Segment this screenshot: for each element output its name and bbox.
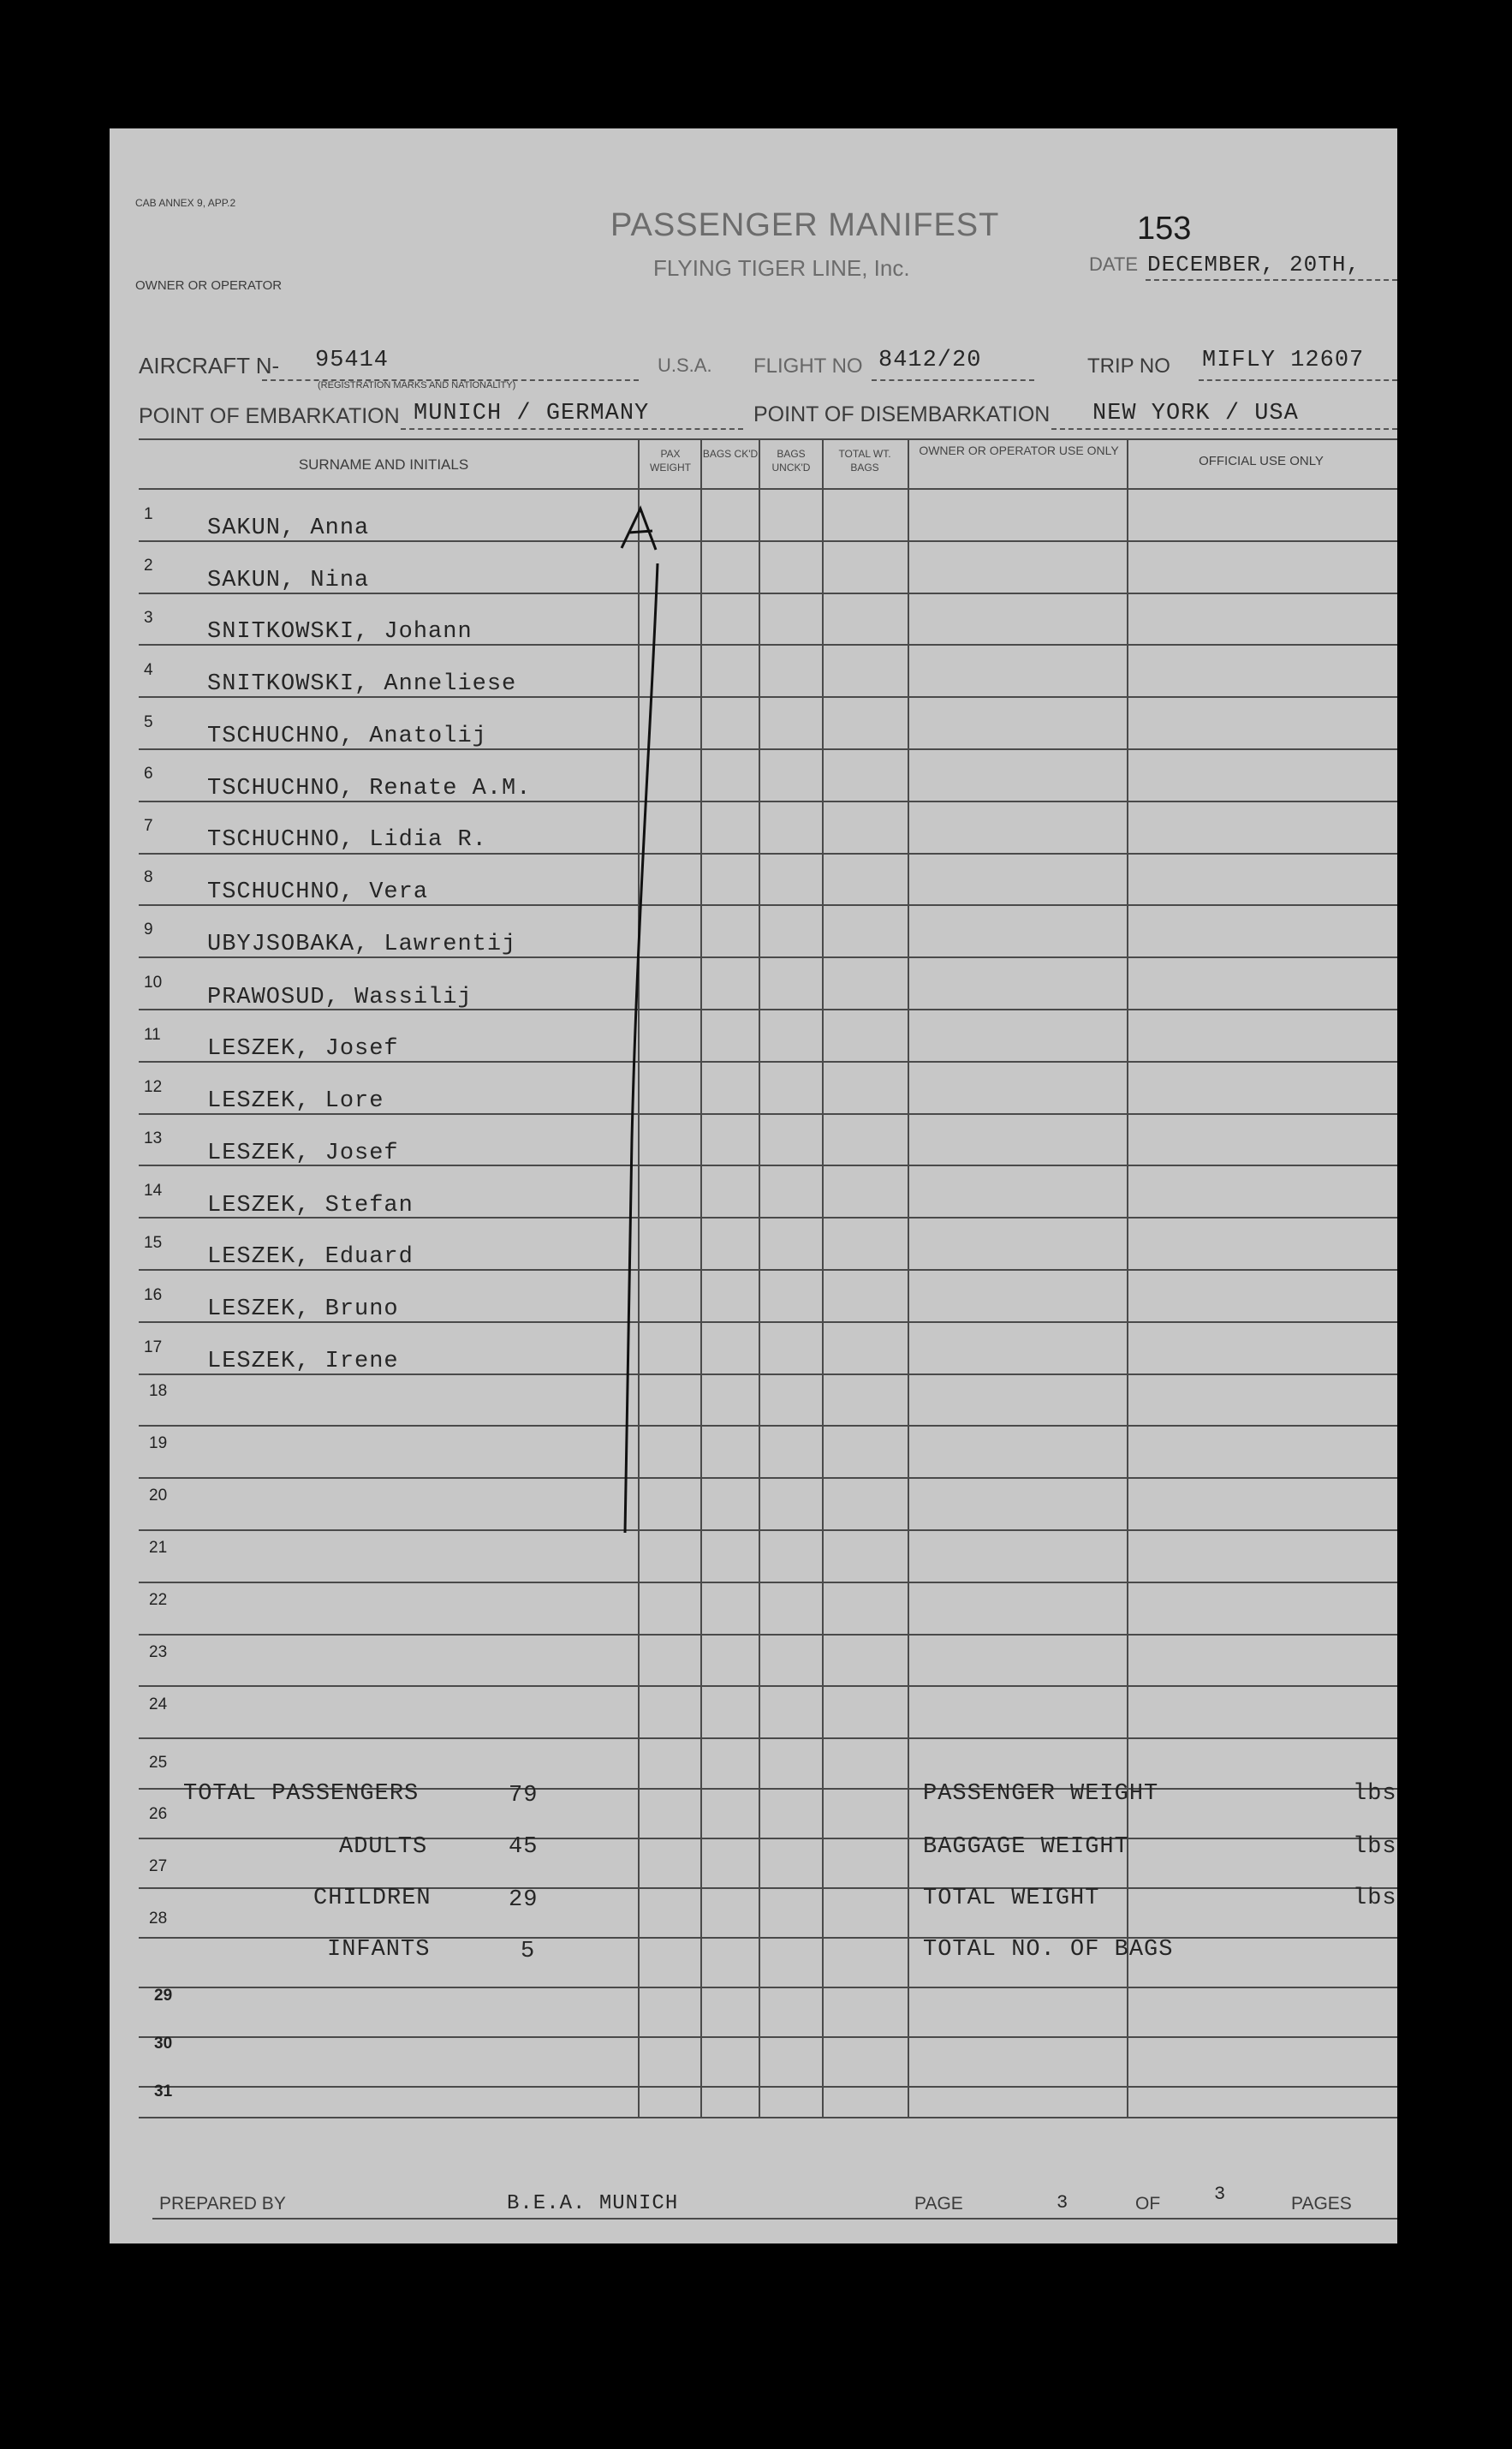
row-number: 24 — [149, 1695, 168, 1713]
date-label: DATE — [1089, 253, 1139, 275]
baggage-weight-unit: lbs — [1353, 1834, 1397, 1860]
aircraft-sublabel: (REGISTRATION MARKS AND NATIONALITY) — [318, 380, 516, 390]
passenger-name: TSCHUCHNO, Renate A.M. — [207, 776, 532, 801]
embark-label: POINT OF EMBARKATION — [139, 404, 400, 428]
passenger-name: LESZEK, Bruno — [207, 1296, 399, 1322]
row-number: 15 — [144, 1234, 163, 1252]
row-number: 21 — [149, 1539, 168, 1557]
prepared-by-value: B.E.A. MUNICH — [507, 2192, 679, 2215]
row-divider — [139, 1737, 1397, 1739]
row-number: 9 — [144, 921, 153, 938]
handwritten-letter-a — [622, 509, 656, 550]
embark-value: MUNICH / GERMANY — [414, 401, 650, 426]
row-number: 1 — [144, 505, 153, 523]
page-value: 3 — [1057, 2192, 1069, 2214]
adults-label: ADULTS — [339, 1834, 428, 1860]
column-header-bags-ckd: BAGS CK'D — [702, 448, 759, 460]
row-number: 13 — [144, 1129, 163, 1147]
disembark-value: NEW YORK / USA — [1092, 401, 1299, 426]
row-number: 28 — [149, 1910, 168, 1928]
row-divider — [139, 1529, 1397, 1531]
owner-label: OWNER OR OPERATOR — [135, 278, 283, 293]
operator-name: FLYING TIGER LINE, Inc. — [653, 255, 910, 281]
passenger-weight-unit: lbs — [1353, 1781, 1397, 1807]
row-number: 20 — [149, 1487, 168, 1505]
row-number: 25 — [149, 1754, 168, 1772]
passenger-name: SAKUN, Anna — [207, 515, 370, 541]
trip-label: TRIP NO — [1087, 355, 1170, 378]
column-header-pax-weight: PAX WEIGHT — [650, 448, 691, 474]
disembark-label: POINT OF DISEMBARKATION — [753, 402, 1051, 426]
row-divider — [139, 1477, 1397, 1479]
row-number: 23 — [149, 1643, 168, 1661]
row-number: 5 — [144, 713, 153, 731]
row-number: 2 — [144, 557, 153, 575]
date-value: DECEMBER, 20TH, — [1147, 252, 1361, 277]
passenger-name: TSCHUCHNO, Lidia R. — [207, 827, 487, 853]
row-divider — [139, 1685, 1397, 1687]
column-header-total-wt-bags: TOTAL WT. BAGS — [838, 448, 891, 474]
row-number: 19 — [149, 1434, 168, 1452]
of-label: OF — [1135, 2194, 1161, 2214]
children-value: 29 — [509, 1887, 539, 1913]
row-number: 27 — [149, 1857, 168, 1875]
infants-label: INFANTS — [327, 1937, 431, 1963]
pages-label: PAGES — [1291, 2194, 1352, 2214]
trip-value: MIFLY 12607 — [1202, 348, 1365, 373]
page-stamp-number: 153 — [1137, 211, 1192, 247]
total-passengers-label: TOTAL PASSENGERS — [183, 1781, 420, 1807]
total-passengers-value: 79 — [509, 1783, 539, 1808]
row-number: 3 — [144, 609, 153, 627]
row-divider — [139, 1425, 1397, 1427]
nationality: U.S.A. — [658, 355, 712, 376]
row-divider — [139, 2036, 1397, 2038]
passenger-name: LESZEK, Lore — [207, 1088, 384, 1114]
row-number: 4 — [144, 661, 153, 679]
passenger-name: LESZEK, Josef — [207, 1036, 399, 1062]
children-label: CHILDREN — [313, 1886, 432, 1911]
row-number: 11 — [144, 1026, 161, 1044]
passenger-name: SAKUN, Nina — [207, 568, 370, 593]
column-header-official-use: OFFICIAL USE ONLY — [1199, 454, 1324, 468]
passenger-name: SNITKOWSKI, Johann — [207, 619, 473, 645]
infants-value: 5 — [521, 1939, 536, 1964]
row-divider — [139, 1838, 1397, 1839]
row-divider — [139, 2086, 1397, 2088]
handwritten-bracket-mark — [615, 497, 709, 1550]
column-header-surname: SURNAME AND INITIALS — [298, 456, 469, 473]
row-number: 12 — [144, 1078, 163, 1096]
passenger-name: TSCHUCHNO, Vera — [207, 879, 429, 905]
row-number: 30 — [154, 2035, 173, 2053]
column-header-owner-use: OWNER OR OPERATOR USE ONLY — [919, 444, 1119, 457]
row-number: 16 — [144, 1286, 163, 1304]
passenger-name: PRAWOSUD, Wassilij — [207, 985, 473, 1010]
aircraft-label: AIRCRAFT N- — [139, 353, 280, 378]
baggage-weight-label: BAGGAGE WEIGHT — [923, 1834, 1129, 1860]
prepared-by-label: PREPARED BY — [159, 2194, 286, 2214]
row-number: 17 — [144, 1338, 163, 1356]
passenger-name: LESZEK, Irene — [207, 1349, 399, 1374]
row-number: 29 — [154, 1987, 173, 2005]
manifest-sheet — [110, 128, 1397, 2243]
column-header-bags-unckd: BAGS UNCK'D — [771, 448, 811, 474]
row-number: 31 — [154, 2083, 173, 2100]
flight-label: FLIGHT NO — [753, 355, 863, 378]
flight-value: 8412/20 — [878, 348, 982, 373]
row-number: 8 — [144, 868, 153, 886]
passenger-name: LESZEK, Stefan — [207, 1193, 414, 1219]
row-number: 6 — [144, 765, 153, 783]
total-weight-label: TOTAL WEIGHT — [923, 1886, 1100, 1911]
of-value: 3 — [1214, 2184, 1227, 2205]
row-number: 14 — [144, 1182, 163, 1200]
aircraft-value: 95414 — [315, 348, 390, 373]
total-weight-unit: lbs — [1353, 1886, 1397, 1911]
row-number: 10 — [144, 974, 163, 992]
manifest-title: PASSENGER MANIFEST — [610, 207, 1000, 243]
passenger-name: UBYJSOBAKA, Lawrentij — [207, 932, 517, 957]
row-number: 18 — [149, 1382, 168, 1400]
row-divider — [139, 1634, 1397, 1636]
row-divider — [139, 1987, 1397, 1988]
passenger-name: LESZEK, Josef — [207, 1141, 399, 1166]
adults-value: 45 — [509, 1834, 539, 1860]
passenger-name: SNITKOWSKI, Anneliese — [207, 671, 517, 697]
handwritten-line — [625, 563, 658, 1533]
row-divider — [139, 1582, 1397, 1583]
cab-annex-label: CAB ANNEX 9, APP.2 — [135, 197, 236, 209]
passenger-name: TSCHUCHNO, Anatolij — [207, 724, 487, 749]
passenger-name: LESZEK, Eduard — [207, 1244, 414, 1270]
row-divider — [139, 853, 1397, 855]
row-number: 22 — [149, 1591, 168, 1609]
passenger-weight-label: PASSENGER WEIGHT — [923, 1781, 1159, 1807]
page-label: PAGE — [914, 2194, 963, 2214]
row-number: 26 — [149, 1805, 168, 1823]
row-number: 7 — [144, 817, 153, 835]
total-bags-label: TOTAL NO. OF BAGS — [923, 1937, 1174, 1963]
